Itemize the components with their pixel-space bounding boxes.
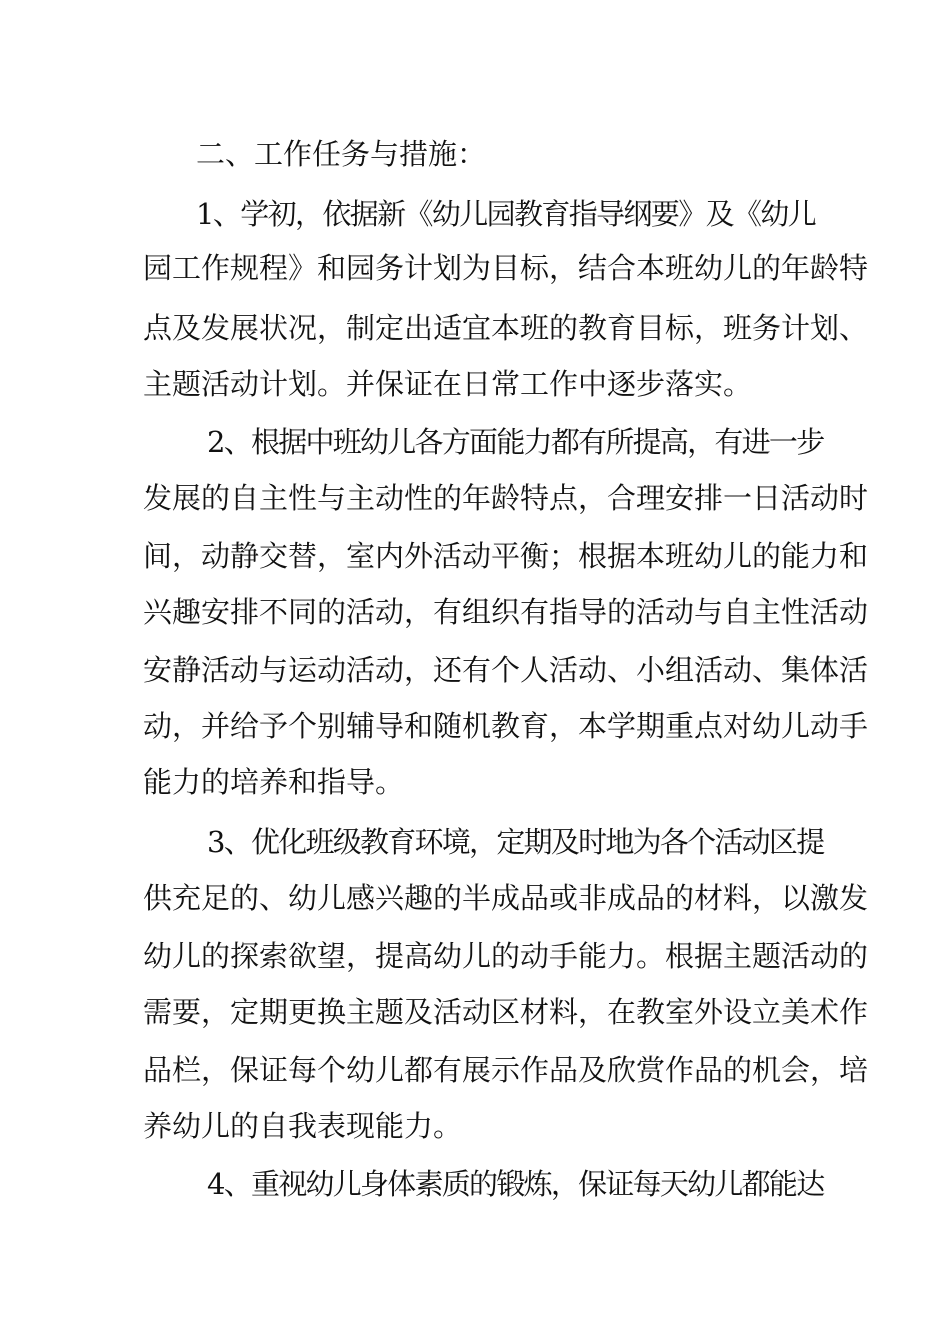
paragraph-line: 2、根据中班幼儿各方面能力都有所提高，有进一步 <box>207 425 824 459</box>
paragraph-line: 兴趣安排不同的活动，有组织有指导的活动与自主性活动 <box>143 595 869 629</box>
paragraph-line: 供充足的、幼儿感兴趣的半成品或非成品的材料，以激发 <box>143 881 869 915</box>
paragraph-line: 点及发展状况，制定出适宜本班的教育目标，班务计划、 <box>143 311 869 345</box>
paragraph-line: 3、优化班级教育环境，定期及时地为各个活动区提 <box>207 825 824 859</box>
paragraph-line: 品栏，保证每个幼儿都有展示作品及欣赏作品的机会，培 <box>143 1053 869 1087</box>
paragraph-line: 能力的培养和指导。 <box>143 765 405 799</box>
paragraph-line: 4、重视幼儿身体素质的锻炼，保证每天幼儿都能达 <box>207 1167 824 1201</box>
paragraph-line: 养幼儿的自我表现能力。 <box>143 1109 463 1143</box>
section-heading: 二、工作任务与措施： <box>196 137 487 171</box>
paragraph-line: 幼儿的探索欲望，提高幼儿的动手能力。根据主题活动的 <box>143 939 869 973</box>
paragraph-line: 1、学初，依据新《幼儿园教育指导纲要》及《幼儿 <box>196 197 816 231</box>
paragraph-line: 安静活动与运动活动，还有个人活动、小组活动、集体活 <box>143 653 869 687</box>
paragraph-line: 发展的自主性与主动性的年龄特点，合理安排一日活动时 <box>143 481 869 515</box>
paragraph-line: 间，动静交替，室内外活动平衡；根据本班幼儿的能力和 <box>143 539 869 573</box>
paragraph-line: 园工作规程》和园务计划为目标，结合本班幼儿的年龄特 <box>143 251 869 285</box>
paragraph-line: 需要，定期更换主题及活动区材料，在教室外设立美术作 <box>143 995 869 1029</box>
paragraph-line: 主题活动计划。并保证在日常工作中逐步落实。 <box>143 367 753 401</box>
paragraph-line: 动，并给予个别辅导和随机教育，本学期重点对幼儿动手 <box>143 709 869 743</box>
